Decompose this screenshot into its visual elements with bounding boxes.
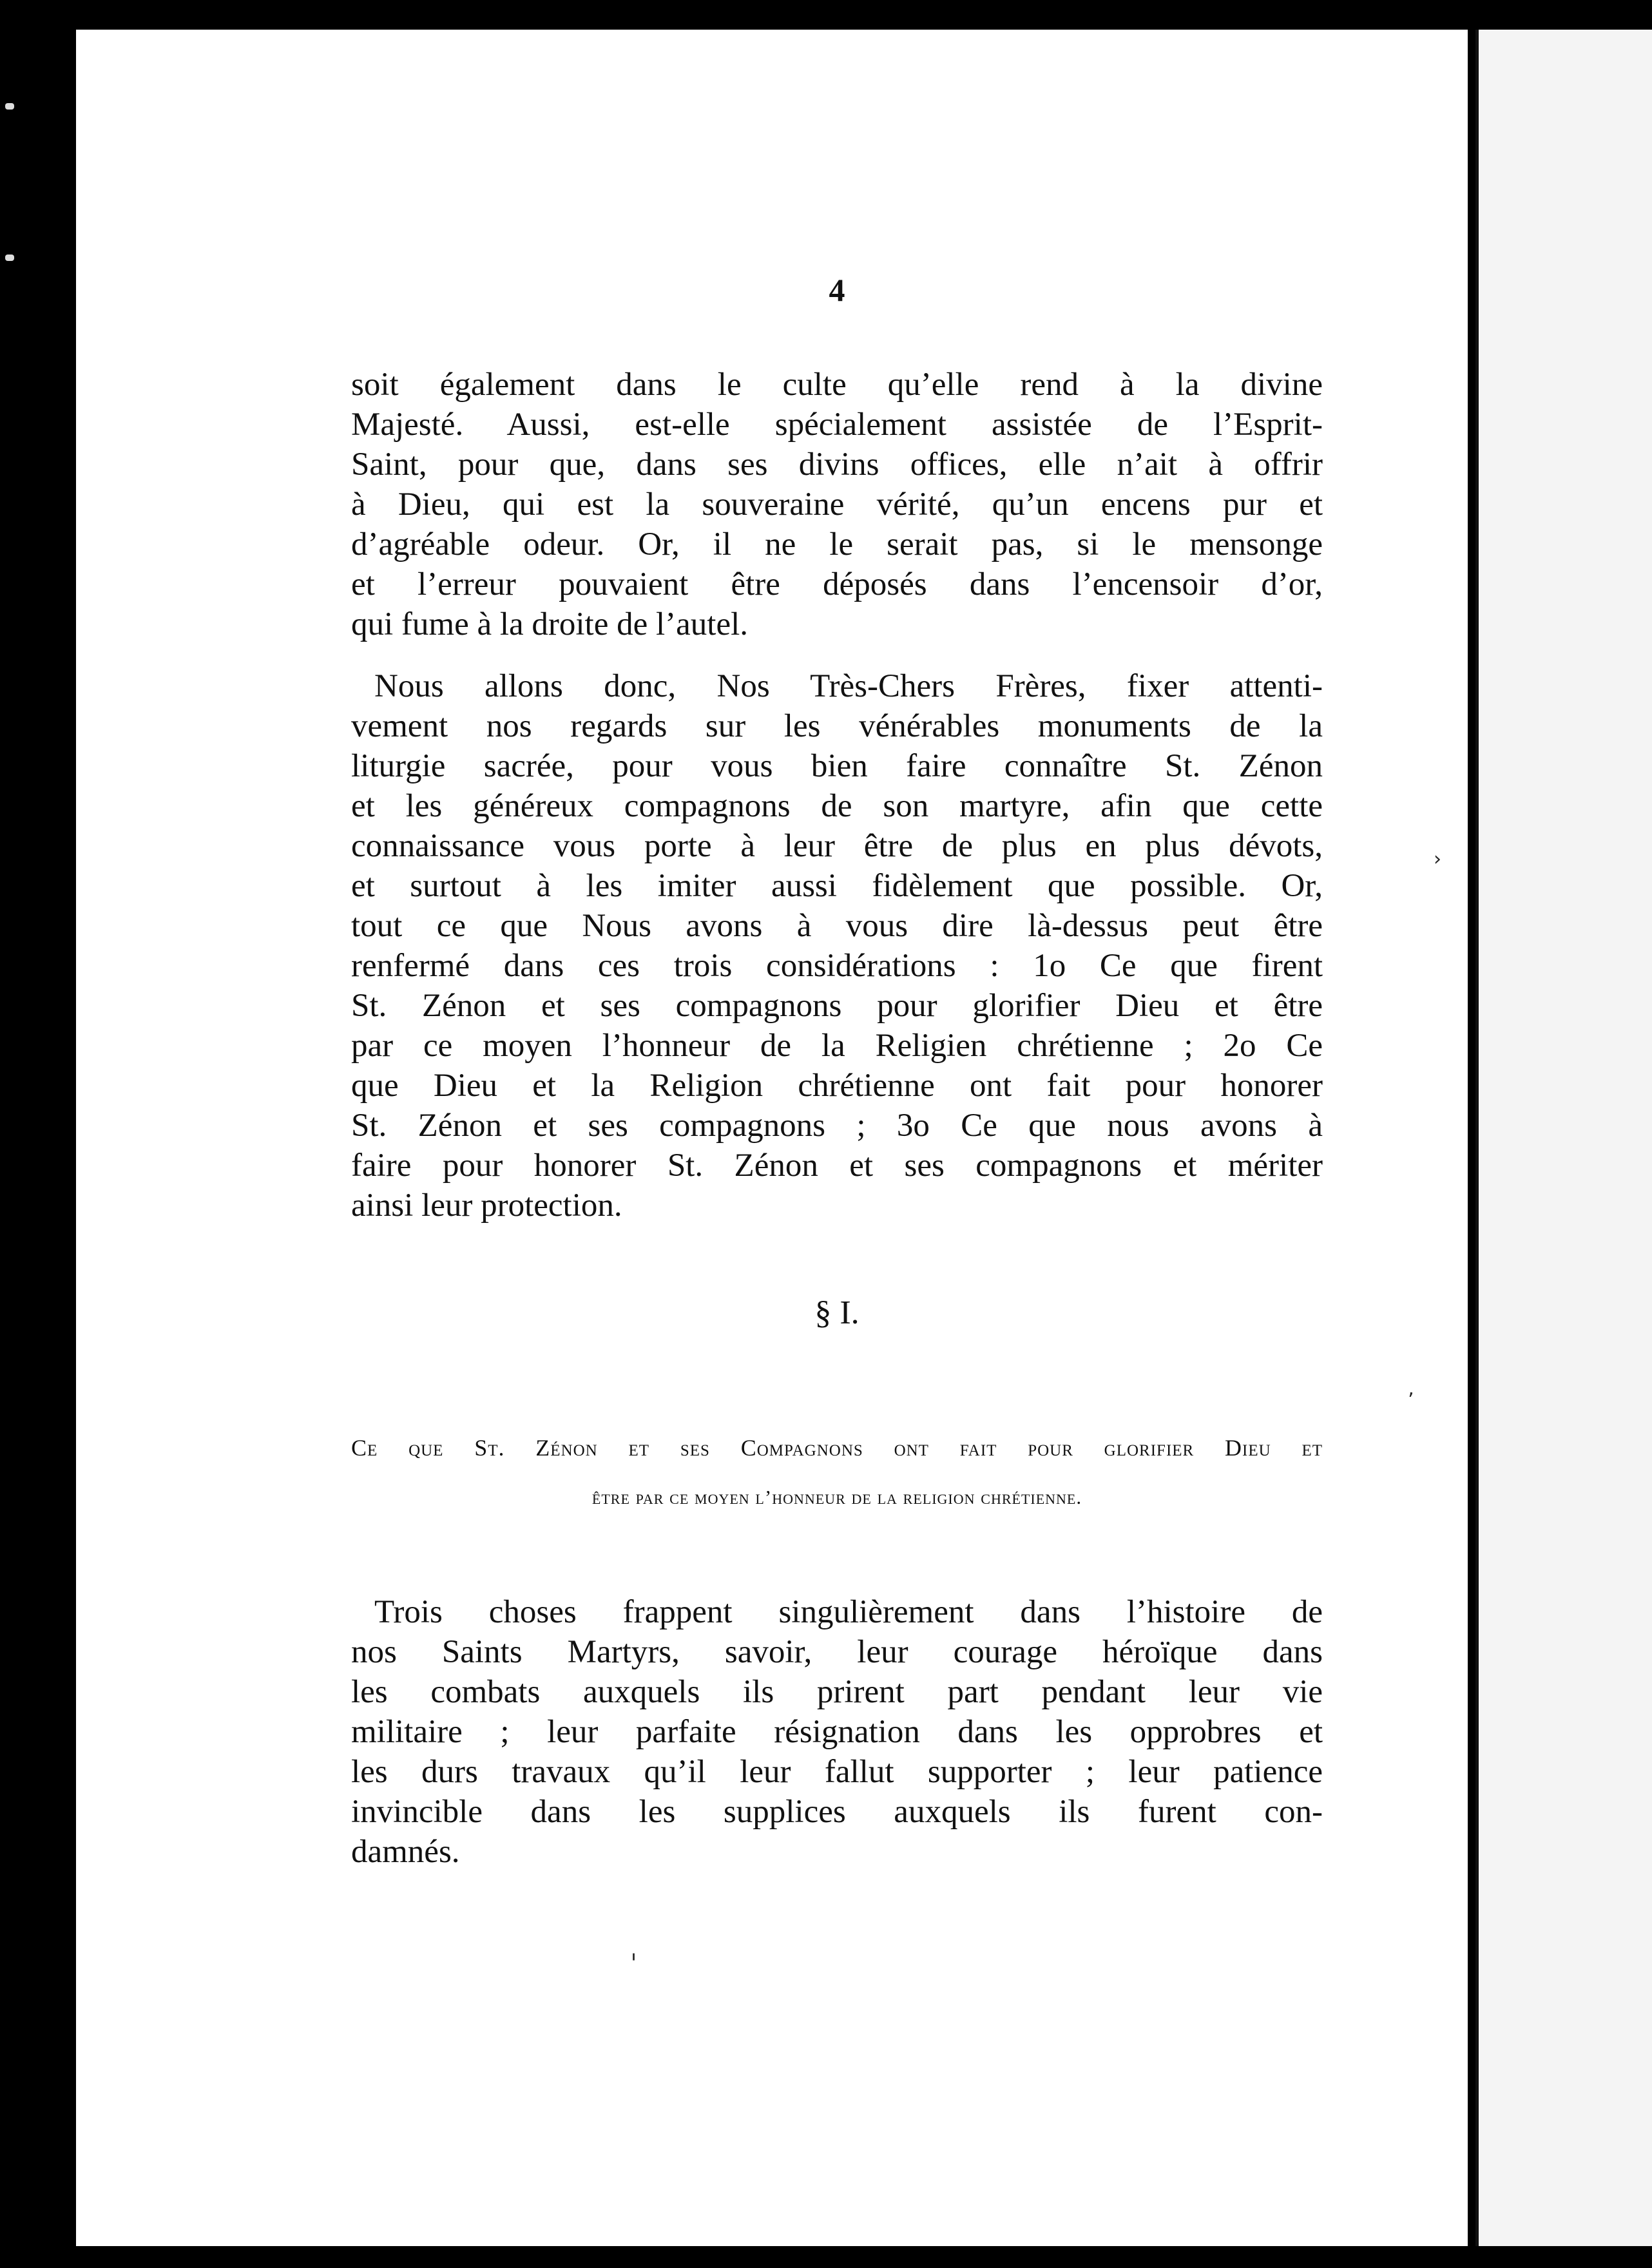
text-line: d’agréable odeur. Or, il ne le serait pas, si le mensonge <box>351 526 1323 562</box>
page-number: 4 <box>829 272 845 308</box>
text-line: damnés. <box>351 1834 460 1870</box>
text-line: ainsi leur protection. <box>351 1187 622 1224</box>
ink-mark: ˈ <box>630 1950 637 1979</box>
text-line: renfermé dans ces trois considérations : 1o Ce que firent <box>351 948 1323 984</box>
text-line: par ce moyen l’honneur de la Religien chrétienne ; 2o Ce <box>351 1028 1323 1064</box>
text-line: Majesté. Aussi, est-elle spécialement assistée de l’Esprit- <box>351 407 1323 443</box>
paragraph-2 <box>351 666 1323 1225</box>
text-line: nos Saints Martyrs, savoir, leur courage héroïque dans <box>351 1634 1323 1670</box>
text-line: vement nos regards sur les vénérables monuments de la <box>351 708 1323 744</box>
text-line: soit également dans le culte qu’elle rend à la divine <box>351 367 1323 403</box>
text-line: invincible dans les supplices auxquels ils furent con- <box>351 1794 1323 1830</box>
text-line: Trois choses frappent singulièrement dans l’histoire de <box>374 1594 1323 1630</box>
text-line: que Dieu et la Religion chrétienne ont fait pour honorer <box>351 1068 1323 1104</box>
scan-speck <box>5 255 14 261</box>
margin-mark: › <box>1434 848 1441 870</box>
text-line: Saint, pour que, dans ses divins offices, elle n’ait à offrir <box>351 447 1323 483</box>
section-heading-line-1: Ce que St. Zénon et ses Compagnons ont fait pour glorifier Dieu et <box>351 1435 1323 1461</box>
text-line: les durs travaux qu’il leur fallut supporter ; leur patience <box>351 1754 1323 1790</box>
text-line: et les généreux compagnons de son martyre, afin que cette <box>351 788 1323 824</box>
text-line: militaire ; leur parfaite résignation dans les opprobres et <box>351 1714 1323 1750</box>
text-line: connaissance vous porte à leur être de plus en plus dévots, <box>351 828 1323 864</box>
text-line: à Dieu, qui est la souveraine vérité, qu’un encens pur et <box>351 486 1323 523</box>
scan-speck <box>5 103 14 110</box>
text-line: Nous allons donc, Nos Très-Chers Frères, fixer attenti- <box>374 668 1323 704</box>
paragraph-1 <box>351 365 1323 644</box>
section-heading-line-2: être par ce moyen l’honneur de la religion chrétienne. <box>591 1486 1082 1508</box>
margin-mark: ʼ <box>1408 1389 1414 1412</box>
text-line: St. Zénon et ses compagnons ; 3o Ce que nous avons à <box>351 1108 1323 1144</box>
text-line: qui fume à la droite de l’autel. <box>351 606 749 642</box>
text-line: tout ce que Nous avons à vous dire là-dessus peut être <box>351 908 1323 944</box>
text-line: liturgie sacrée, pour vous bien faire connaître St. Zénon <box>351 748 1323 784</box>
section-mark: § I. <box>814 1294 860 1331</box>
text-line: St. Zénon et ses compagnons pour glorifier Dieu et être <box>351 988 1323 1024</box>
text-line: et surtout à les imiter aussi fidèlement que possible. Or, <box>351 868 1323 904</box>
text-line: faire pour honorer St. Zénon et ses compagnons et mériter <box>351 1148 1323 1184</box>
page <box>76 30 1468 2246</box>
text-line: et l’erreur pouvaient être déposés dans l’encensoir d’or, <box>351 566 1323 602</box>
paragraph-3 <box>351 1592 1323 1872</box>
text-line: les combats auxquels ils prirent part pendant leur vie <box>351 1674 1323 1710</box>
adjacent-page-edge <box>1408 30 1652 2246</box>
